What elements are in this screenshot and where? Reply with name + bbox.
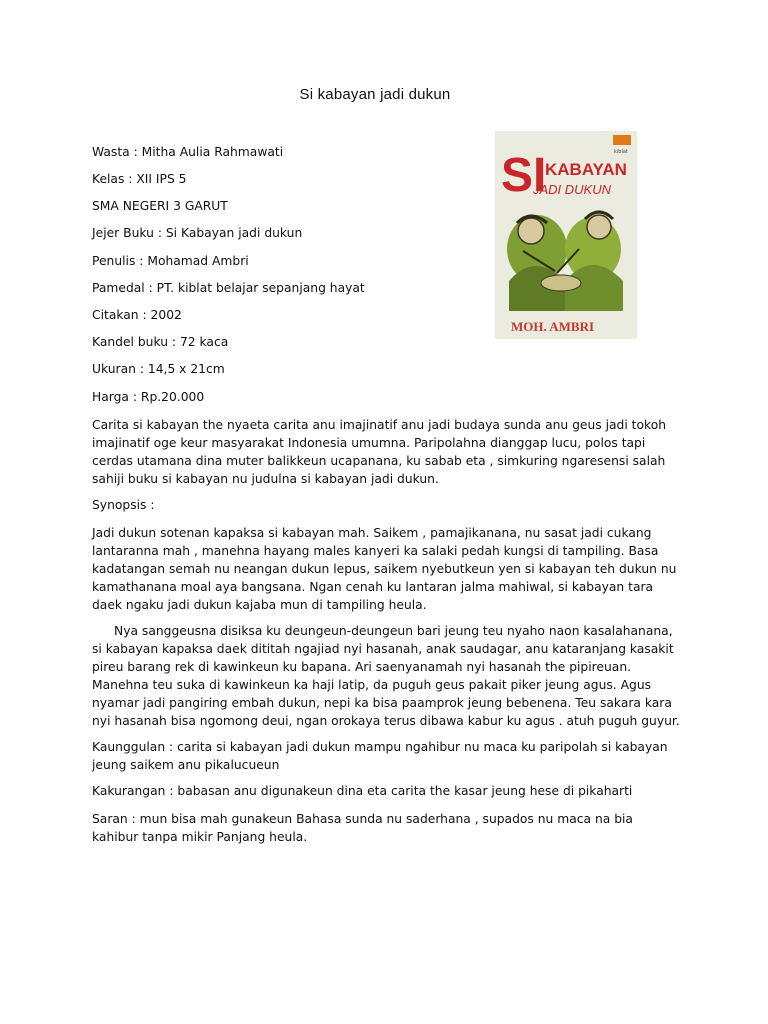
field-jejer-buku: Jejer Buku : Si Kabayan jadi dukun: [92, 226, 303, 240]
kakurangan-paragraph: Kakurangan : babasan anu digunakeun dina eta carita the kasar jeung hese di pikaharti: [92, 784, 633, 798]
field-penulis: Penulis : Mohamad Ambri: [92, 254, 249, 268]
field-kandel-buku: Kandel buku : 72 kaca: [92, 335, 229, 349]
field-harga: Harga : Rp.20.000: [92, 390, 205, 404]
cover-publisher: kiblat: [614, 149, 628, 155]
cover-title-jadi-dukun: JADI DUKUN: [533, 182, 612, 197]
field-kelas: Kelas : XII IPS 5: [92, 172, 187, 186]
intro-paragraph: Carita si kabayan the nyaeta carita anu imajinatif anu jadi budaya sunda anu geus jadi tokoh imajinatif oge keur masyarakat Indonesia umumna. Paripolahna dianggap lucu, polos tapi cerdas utamana dina muter balikkeun ucapanana, ku sabab eta , simkuring ngaresensi salah sahiji buku si kabayan nu judulna si kabayan jadi dukun.: [92, 418, 667, 486]
book-cover-image: [495, 131, 637, 339]
synopsis-paragraph-2: Nya sanggeusna disiksa ku deungeun-deungeun bari jeung teu nyaho naon kasalahanana, si kabayan kapaksa daek dititah ngajiad nyi hasanah, anak saudagar, anu kataranjang kasakit pireu barang rek di kawinkeun ku bapana. Ari saenyanamah nyi hasanah the pipireuan. Manehna teu suka di kawinkeun ka haji latip, da puguh geus pakait piker jeung agus. Agus nyamar jadi pangiring embah dukun, nepi ka bisa paamprok jeung bebenena. Teu sakara kara nyi hasanah bisa ngomong deui, ngan orokaya terus dibawa kabur ku agus . atuh puguh guyur.: [92, 624, 680, 728]
synopsis-paragraph-1: Jadi dukun sotenan kapaksa si kabayan mah. Saikem , pamajikanana, nu sasat jadi cukang lantaranna mah , manehna hayang males kanyeri ka salaki pedah kungsi di tampiling. Basa kadatangan semah nu neangan dukun lepus, saikem nyebutkeun yen si kabayan teh dukun nu kamathanana moal aya bangsana. Ngan cenah ku lantaran jalma mahiwal, si kabayan tara daek ngaku jadi dukun kajaba mun di tampiling heula.: [92, 526, 677, 612]
field-pamedal: Pamedal : PT. kiblat belajar sepanjang hayat: [92, 281, 365, 295]
document-title: Si kabayan jadi dukun: [299, 86, 451, 103]
field-wasta: Wasta : Mitha Aulia Rahmawati: [92, 145, 284, 159]
cover-title-kabayan: KABAYAN: [545, 160, 627, 179]
cover-title-si: SI: [501, 149, 547, 202]
field-school: SMA NEGERI 3 GARUT: [92, 199, 228, 213]
cover-author: MOH. AMBRI: [511, 319, 595, 334]
saran-paragraph: Saran : mun bisa mah gunakeun Bahasa sunda nu saderhana , supados nu maca na bia kahibur tanpa mikir Panjang heula.: [92, 812, 633, 844]
synopsis-label: Synopsis :: [92, 498, 155, 512]
field-citakan: Citakan : 2002: [92, 308, 182, 322]
kaunggulan-paragraph: Kaunggulan : carita si kabayan jadi dukun mampu ngahibur nu maca ku paripolah si kabayan jeung saikem anu pikalucueun: [92, 740, 668, 772]
field-ukuran: Ukuran : 14,5 x 21cm: [92, 362, 225, 376]
